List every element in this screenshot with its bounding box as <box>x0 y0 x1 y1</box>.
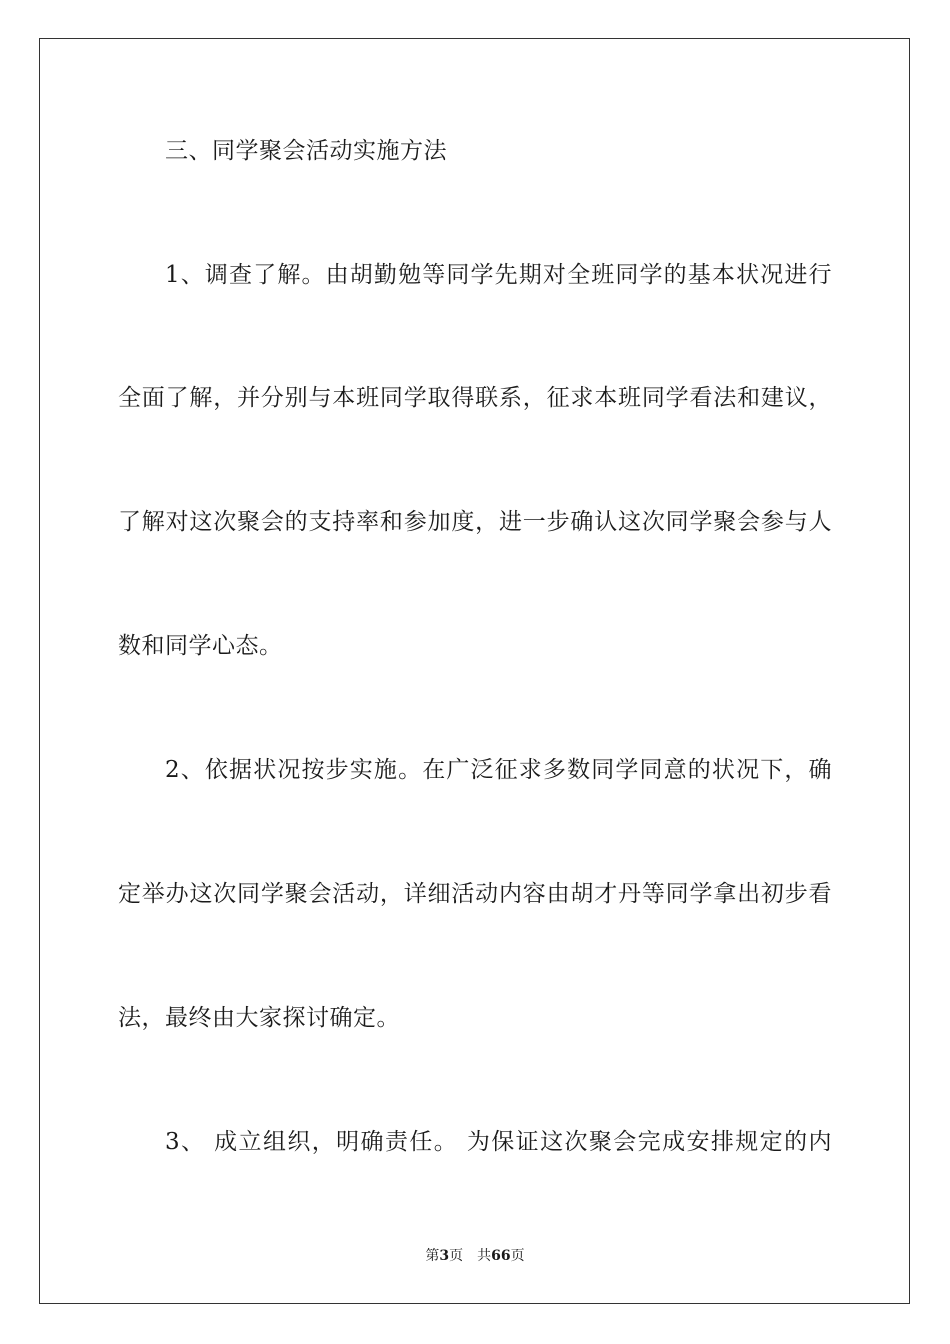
paragraph-line: 数和同学心态。 <box>118 633 283 659</box>
footer-page-number: 3 <box>439 1248 450 1264</box>
paragraph-line: 全面了解，并分别与本班同学取得联系，征求本班同学看法和建议， <box>118 385 832 411</box>
paragraph-line: 法，最终由大家探讨确定。 <box>118 1005 400 1031</box>
page-footer <box>0 1247 950 1265</box>
footer-total-number: 66 <box>491 1248 511 1264</box>
paragraph-line: 1、调查了解。由胡勤勉等同学先期对全班同学的基本状况进行 <box>165 262 832 288</box>
footer-page-suffix: 页 <box>449 1248 464 1264</box>
page-frame <box>39 38 910 1304</box>
footer-total-prefix: 共 <box>477 1248 492 1264</box>
paragraph-line: 3、 成立组织，明确责任。 为保证这次聚会完成安排规定的内 <box>165 1129 832 1155</box>
footer-page-prefix: 第 <box>425 1248 440 1264</box>
section-heading: 三、同学聚会活动实施方法 <box>165 138 447 164</box>
footer-total-suffix: 页 <box>510 1248 525 1264</box>
paragraph-line: 了解对这次聚会的支持率和参加度，进一步确认这次同学聚会参与人 <box>118 509 832 535</box>
paragraph-line: 2、依据状况按步实施。在广泛征求多数同学同意的状况下，确 <box>165 757 832 783</box>
paragraph-line: 定举办这次同学聚会活动，详细活动内容由胡才丹等同学拿出初步看 <box>118 881 832 907</box>
